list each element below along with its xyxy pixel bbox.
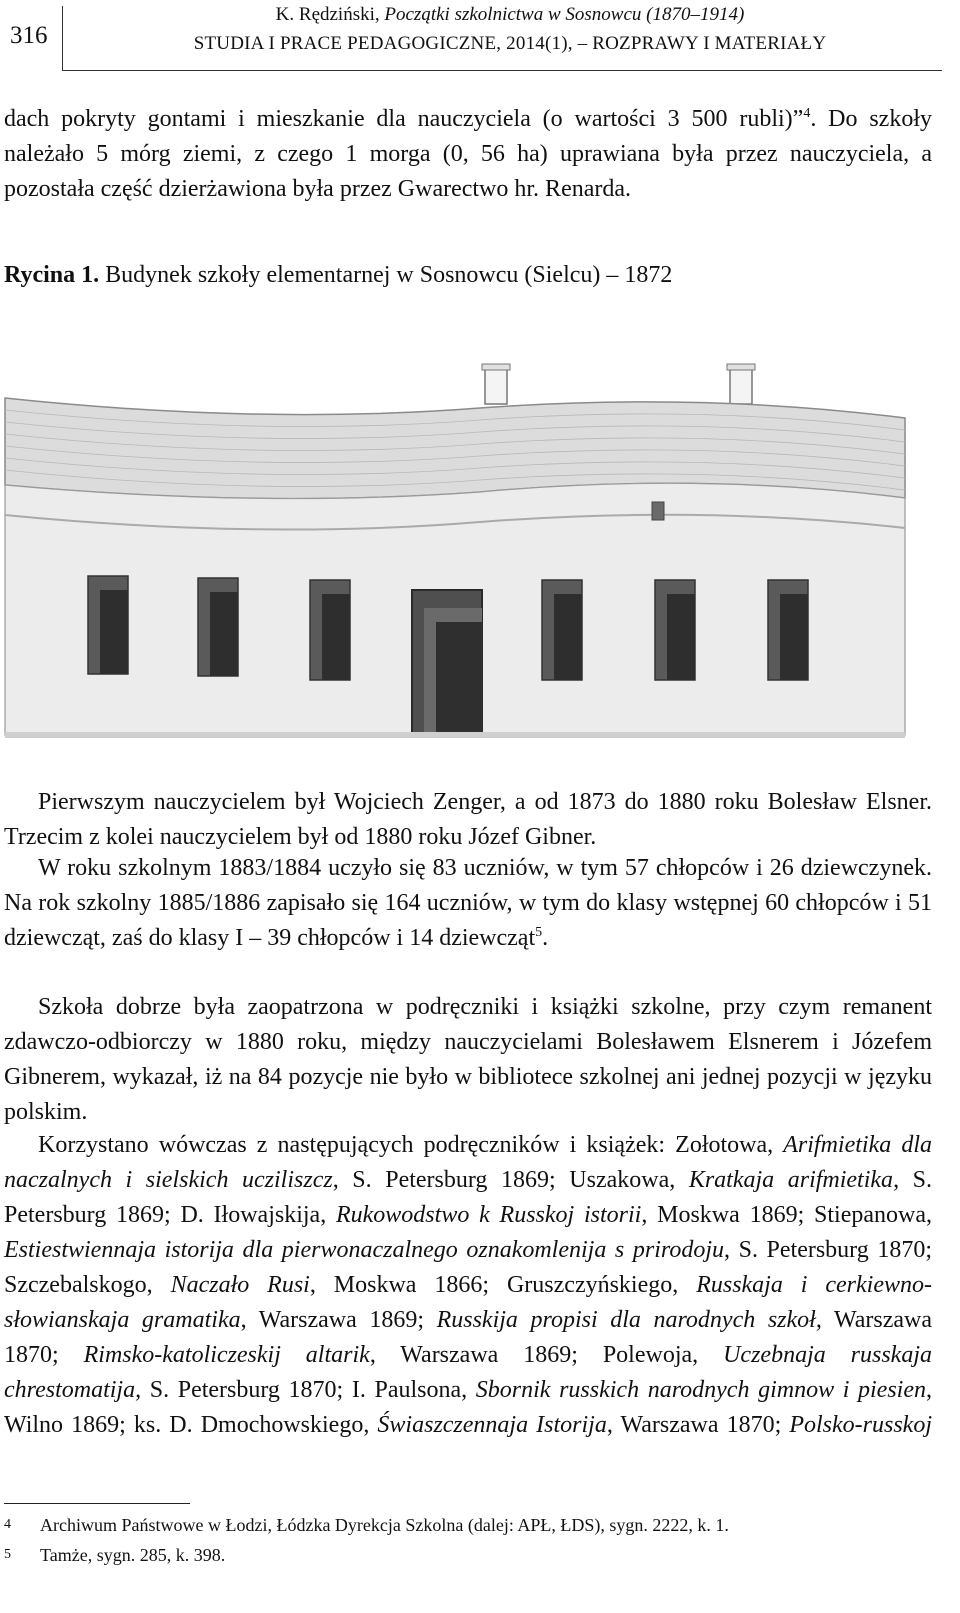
paragraph-4-text: , Moskwa 1866; Gruszczyńskiego, (309, 1272, 697, 1298)
header-vertical-rule (62, 6, 63, 70)
caption-label: Rycina 1. (4, 262, 100, 288)
chimney-right (730, 368, 752, 404)
header-horizontal-rule (62, 70, 942, 71)
paragraph-4-text: , Warszawa 1869; Polewoja, (369, 1342, 724, 1368)
book-title: Rimsko-katoliczeskij altarik (83, 1342, 370, 1368)
footnote-4 (4, 1513, 934, 1537)
footnote-ref-4[interactable]: 4 (803, 106, 811, 121)
paragraph-4 (4, 1128, 932, 1443)
paragraph-2-end: . (542, 925, 549, 951)
book-title: Arifmietika dla naczalnych i sielskich ucziliszcz (4, 1132, 932, 1193)
paragraph-4-text: S. Petersburg 1870; I. Paulsona, (141, 1377, 476, 1403)
book-title: Sbornik russkich narodnych gimnow i piesien (475, 1377, 926, 1403)
paragraph-4-text: , S. Petersburg 1870; Szczebalskogo, (4, 1237, 933, 1298)
door (412, 590, 482, 735)
footnote-5 (4, 1543, 934, 1567)
paragraph-4-text: , S. Petersburg 1869; Uszakowa, (332, 1167, 689, 1193)
intro-text-a: dach pokryty gontami i mieszkanie dla nauczyciela (o wartości 3 500 rubli)” (4, 106, 804, 132)
paragraph-4-text: , Warszawa 1870; (4, 1307, 932, 1368)
footnote-4-number: 4 (4, 1517, 11, 1532)
book-title: Świaszczennaja Istorija (377, 1412, 607, 1438)
footnote-4-text: Archiwum Państwowe w Łodzi, Łódzka Dyrekcja Szkolna (dalej: APŁ, ŁDS), sygn. 2222, k. 1. (40, 1515, 729, 1535)
paragraph-4-text: , Warszawa 1870; (606, 1412, 790, 1438)
book-title: Naczało Rusi (170, 1272, 310, 1298)
book-title: Rukowodstwo k Russkoj istorii (335, 1202, 642, 1228)
book-title: Uczebnaja russkaja chrestomatija, (4, 1342, 933, 1403)
paragraph-2-text: W roku szkolnym 1883/1884 uczyło się 83 uczniów, w tym 57 chłopców i 26 dziewczynek. Na rok szkolny 1885/1886 zapisało się 164 uczniów, w tym do klasy wstępnej 60 chłopców i 51 dziewcząt, zaś do klasy I – 39 chłopców i 14 dziewcząt (4, 855, 932, 951)
book-title: Russkija propisi dla narodnych szkoł (436, 1307, 816, 1333)
header-citation (80, 4, 940, 26)
header-author: K. Rędziński, (275, 4, 385, 25)
paragraph-4-text: , S. Petersburg 1869; D. Iłowajskija, (4, 1167, 932, 1228)
page-number: 316 (10, 22, 48, 49)
footnote-5-text: Tamże, sygn. 285, k. 398. (40, 1545, 226, 1565)
book-title: Polsko-russkoj (789, 1412, 932, 1438)
paragraph-3: Szkoła dobrze była zaopatrzona w podręczniki i książki szkolne, przy czym remanent zdawczo-odbiorczy w 1880 roku, między nauczycielami Bolesławem Elsnerem i Józefem Gibnerem, wykazał, iż na 84 pozycje nie było w bibliotece szkolnej ani jednej pozycji w języku polskim. (4, 994, 932, 1125)
paragraph-4-text: , Moskwa 1869; Stiepanowa, (641, 1202, 932, 1228)
header-journal: STUDIA I PRACE PEDAGOGICZNE, 2014(1), – ROZPRAWY I MATERIAŁY (193, 33, 827, 54)
attic-window (652, 502, 664, 520)
book-title: Estiestwiennaja istorija dla pierwonaczalnego oznakomlenija s prirodoju (4, 1237, 724, 1263)
paragraph-1: Pierwszym nauczycielem był Wojciech Zenger, a od 1873 do 1880 roku Bolesław Elsner. Trzecim z kolei nauczycielem był od 1880 roku Józef Gibner. (4, 789, 932, 850)
header-article-title: Początki szkolnictwa w Sosnowcu (1870–1914) (384, 4, 745, 25)
footnote-5-number: 5 (4, 1547, 11, 1562)
footnote-ref-5[interactable]: 5 (535, 925, 543, 940)
caption-text: Budynek szkoły elementarnej w Sosnowcu (Sielcu) – 1872 (99, 262, 673, 288)
roof (5, 398, 905, 499)
footnote-rule (4, 1503, 190, 1504)
paragraph-4-text: , Warszawa 1869; (240, 1307, 437, 1333)
book-title: Russkaja i cerkiewno-słowianskaja gramatika (4, 1272, 932, 1333)
figure-caption (4, 262, 672, 289)
intro-text-b: . Do szkoły należało 5 mórg ziemi, z czego 1 morga (0, 56 ha) uprawiana była przez nauczyciela, a pozostała część dzierżawiona była przez Gwarectwo hr. Renarda. (4, 106, 932, 202)
running-header (0, 0, 960, 72)
intro-paragraph (4, 102, 932, 207)
book-title: Kratkaja arifmietika (688, 1167, 894, 1193)
school-building-figure (0, 350, 960, 750)
chimney-left (485, 368, 507, 404)
paragraph-4-text: , Wilno 1869; ks. D. Dmochowskiego, (4, 1377, 932, 1438)
paragraph-4-text: Korzystano wówczas z następujących podręczników i książek: Zołotowa, (38, 1132, 784, 1158)
paragraph-2 (4, 851, 932, 956)
